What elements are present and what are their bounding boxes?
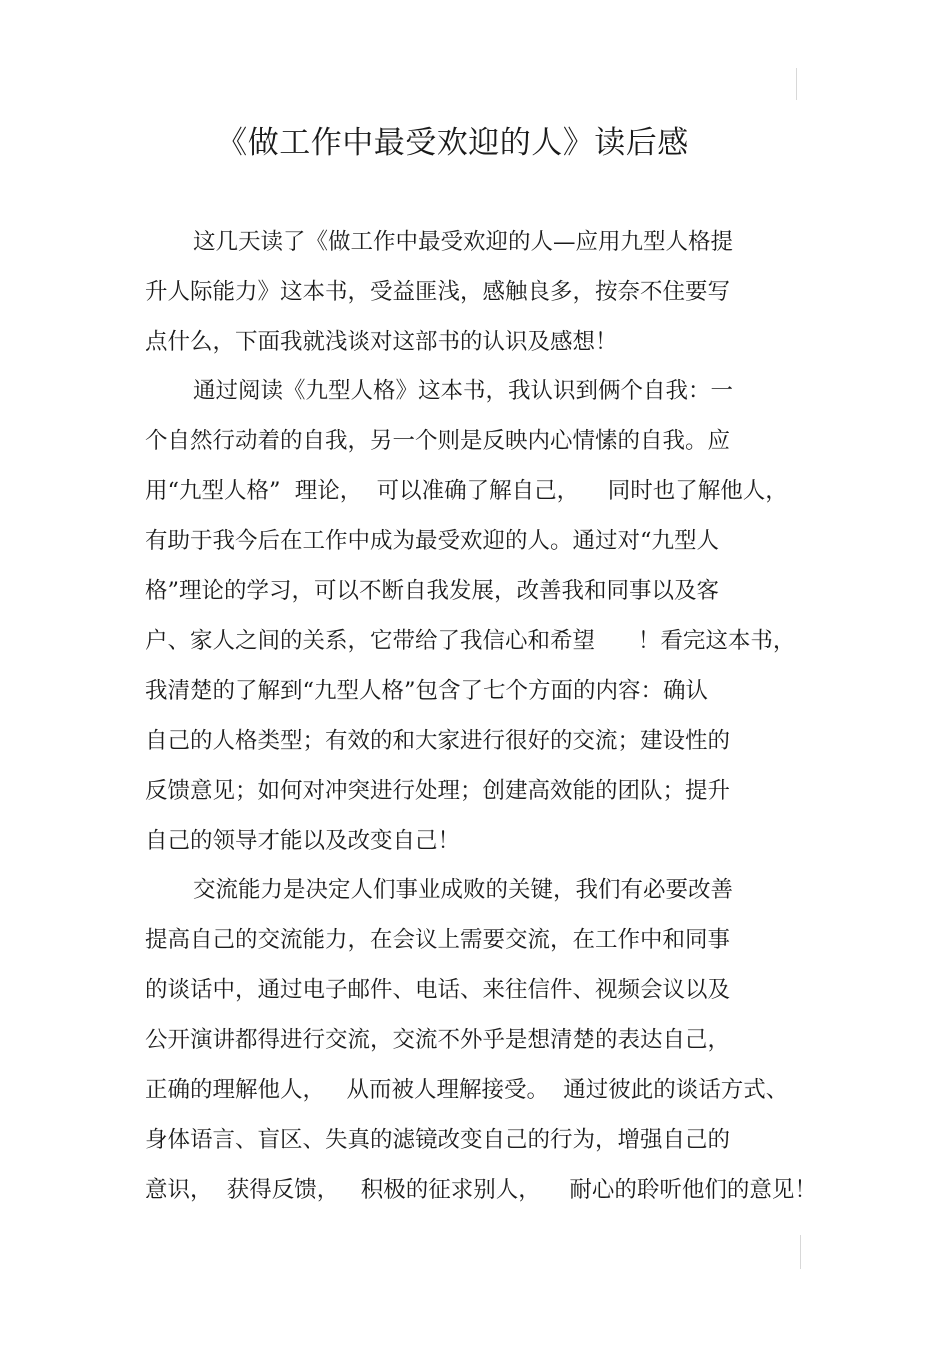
page-edge-mark-bottom — [800, 1235, 801, 1269]
paragraph-3-line-2: 提高自己的交流能力，在会议上需要交流，在工作中和同事 — [145, 927, 731, 953]
paragraph-3-line-4: 公开演讲都得进行交流，交流不外乎是想清楚的表达自己， — [145, 1027, 731, 1053]
paragraph-1-line-2: 升人际能力》这本书，受益匪浅，感触良多，按奈不住要写 — [145, 279, 731, 305]
paragraph-2-line-10: 自己的领导才能以及改变自己！ — [145, 828, 461, 854]
paragraph-2-line-8: 自己的人格类型；有效的和大家进行很好的交流；建设性的 — [145, 728, 731, 754]
paragraph-2-line-5: 格”理论的学习，可以不断自我发展，改善我和同事以及客 — [145, 578, 720, 604]
page-edge-mark-top — [796, 68, 797, 100]
paragraph-2-line-4: 有助于我今后在工作中成为最受欢迎的人。通过对“九型人 — [145, 528, 720, 554]
paragraph-3-line-5: 正确的理解他人， 从而被人理解接受。 通过彼此的谈话方式、 — [145, 1077, 789, 1103]
paragraph-2-line-2: 个自然行动着的自我，另一个则是反映内心情愫的自我。应 — [145, 428, 731, 454]
paragraph-2-line-7: 我清楚的了解到“九型人格”包含了七个方面的内容：确认 — [145, 678, 709, 704]
paragraph-3-line-6: 身体语言、盲区、失真的滤镜改变自己的行为，增强自己的 — [145, 1127, 731, 1153]
paragraph-1-line-1: 这几天读了《做工作中最受欢迎的人—应用九型人格提 — [193, 229, 734, 255]
paragraph-2-line-6: 户、家人之间的关系，它带给了我信心和希望 ！看完这本书， — [145, 628, 796, 654]
paragraph-2-line-1: 通过阅读《九型人格》这本书，我认识到俩个自我：一 — [193, 378, 734, 404]
paragraph-3-line-1: 交流能力是决定人们事业成败的关键，我们有必要改善 — [193, 877, 734, 903]
document-title: 《做工作中最受欢迎的人》读后感 — [216, 125, 689, 161]
paragraph-2-line-3: 用“九型人格” 理论， 可以准确了解自己， 同时也了解他人， — [145, 478, 788, 504]
paragraph-3-line-3: 的谈话中，通过电子邮件、电话、来往信件、视频会议以及 — [145, 977, 731, 1003]
paragraph-1-line-3: 点什么，下面我就浅谈对这部书的认识及感想！ — [145, 329, 618, 355]
paragraph-3-line-7: 意识， 获得反馈， 积极的征求别人， 耐心的聆听他们的意见！ — [145, 1177, 817, 1203]
paragraph-2-line-9: 反馈意见；如何对冲突进行处理；创建高效能的团队；提升 — [145, 778, 731, 804]
